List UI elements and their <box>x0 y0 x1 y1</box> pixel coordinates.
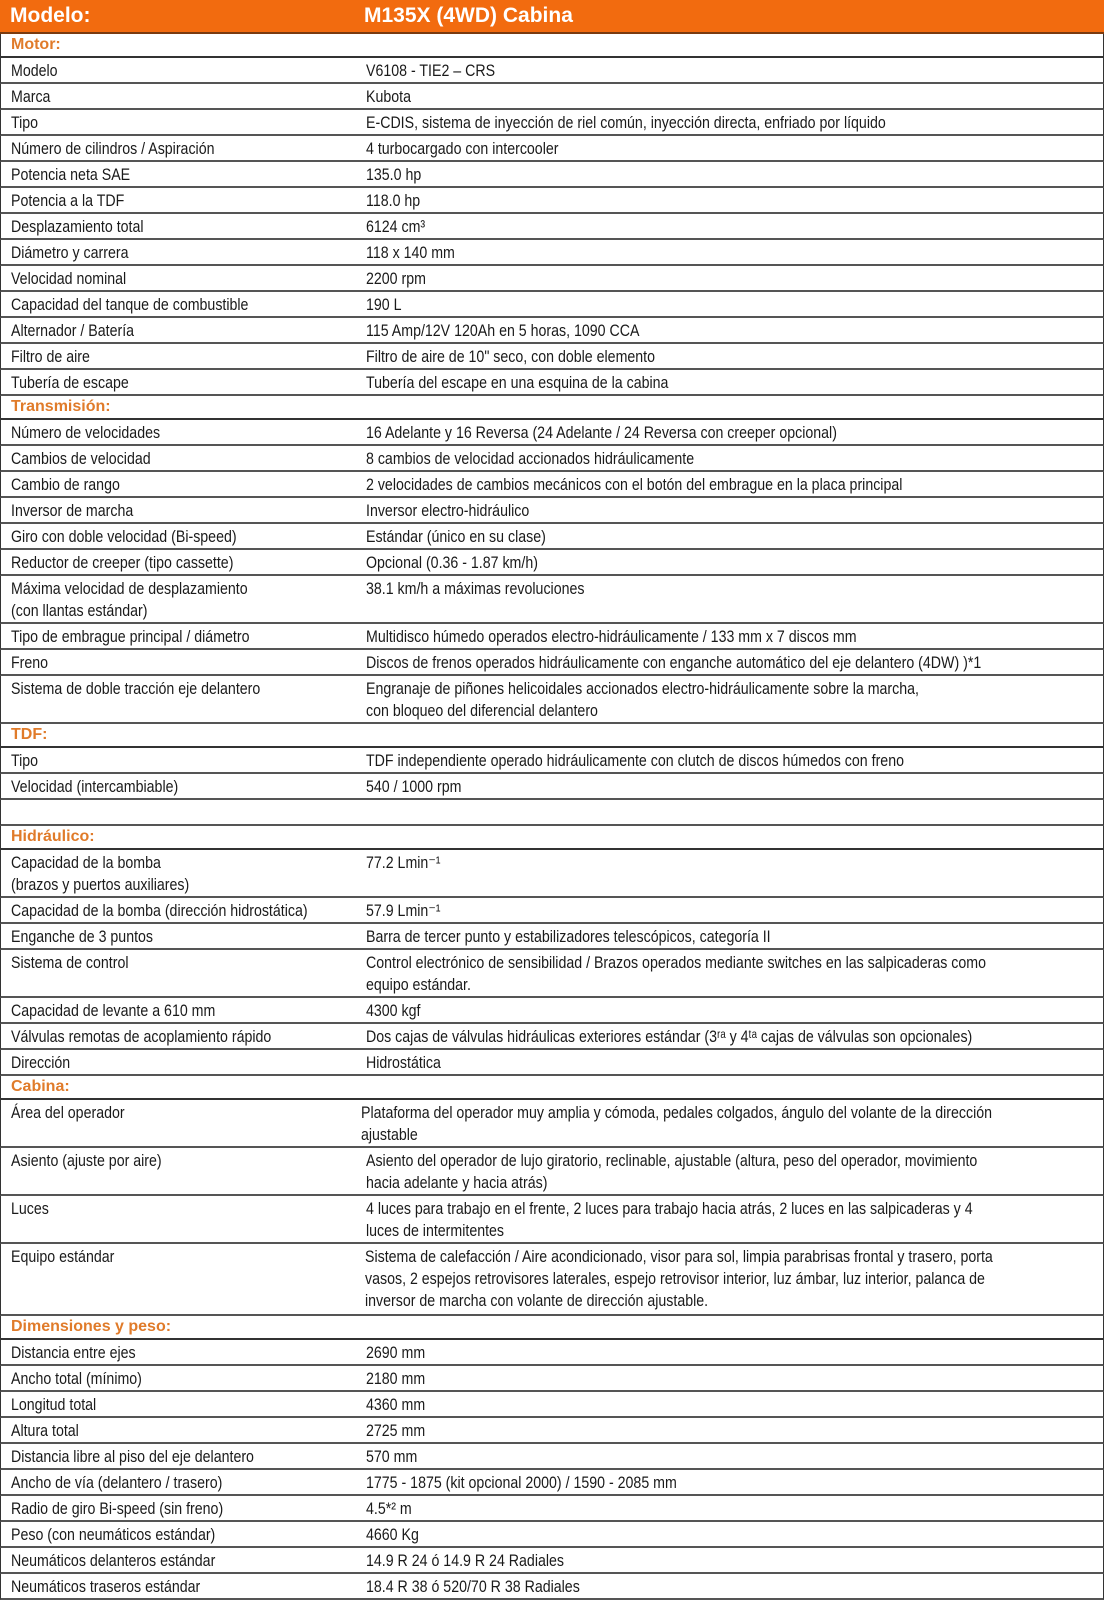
spec-value-text: Opcional (0.36 - 1.87 km/h) <box>366 554 538 572</box>
spec-value-text: Sistema de calefacción / Aire acondicionado, visor para sol, limpia parabrisas frontal y trasero, porta <box>364 1248 993 1266</box>
spec-label-text: Neumáticos delanteros estándar <box>11 1552 216 1570</box>
spec-value-text: 8 cambios de velocidad accionados hidráulicamente <box>366 450 695 468</box>
spec-value-text: TDF independiente operado hidráulicamente con clutch de discos húmedos con freno <box>366 752 904 770</box>
spec-label <box>1 624 356 648</box>
spec-value-text: 190 L <box>366 296 402 314</box>
spec-value <box>356 924 1103 948</box>
spec-label-text: (brazos y puertos auxiliares) <box>11 876 190 894</box>
spec-label <box>1 136 356 160</box>
spec-value <box>356 1418 1103 1442</box>
spec-value-text: con bloqueo del diferencial delantero <box>366 702 598 720</box>
spec-row <box>0 1392 1104 1418</box>
spec-label <box>1 214 356 238</box>
spec-row <box>0 240 1104 266</box>
spec-value <box>356 1366 1103 1390</box>
spec-label-text: Potencia a la TDF <box>11 192 125 210</box>
spec-row <box>0 624 1104 650</box>
spec-value-text: 2725 mm <box>366 1422 426 1440</box>
spec-value-text: 4 luces para trabajo en el frente, 2 luces para trabajo hacia atrás, 2 luces en las salpicaderas y 4 <box>366 1200 973 1218</box>
spec-value-text: ajustable <box>361 1126 419 1144</box>
spec-label <box>1 1050 356 1074</box>
spec-row <box>0 162 1104 188</box>
spec-value-text: 14.9 R 24 ó 14.9 R 24 Radiales <box>366 1552 565 1570</box>
spec-value-text: inversor de marcha con volante de dirección ajustable. <box>364 1292 709 1310</box>
spec-value <box>356 214 1103 238</box>
spec-label <box>1 998 356 1022</box>
spec-label-text: Ancho de vía (delantero / trasero) <box>11 1474 223 1492</box>
spec-label-text: Alternador / Batería <box>11 322 135 340</box>
spec-row <box>0 370 1104 396</box>
spec-value <box>356 1148 1103 1194</box>
spec-label-text: Tipo <box>11 752 39 770</box>
spec-label <box>1 110 356 134</box>
spec-label <box>1 1470 356 1494</box>
spec-label <box>1 676 356 722</box>
spec-value-text: Inversor electro-hidráulico <box>366 502 530 520</box>
spec-label <box>1 748 356 772</box>
spec-value-text: 570 mm <box>366 1448 418 1466</box>
spec-label-text: Área del operador <box>11 1104 125 1122</box>
spec-label <box>1 370 356 394</box>
section-transmision: Transmisión: <box>0 396 1104 420</box>
spec-label-text: Máxima velocidad de desplazamiento <box>11 580 248 598</box>
spec-label-text: Modelo <box>11 62 58 80</box>
spec-value <box>356 524 1103 548</box>
spec-row <box>0 748 1104 774</box>
model-header <box>0 0 1104 34</box>
spec-value <box>356 266 1103 290</box>
spec-value-text: 57.9 Lmin⁻¹ <box>366 902 441 920</box>
spec-label-text: Potencia neta SAE <box>11 166 131 184</box>
spec-value-text: 4300 kgf <box>366 1002 421 1020</box>
spec-label-text: Sistema de doble tracción eje delantero <box>11 680 261 698</box>
spec-label <box>1 240 356 264</box>
spec-label <box>1 1392 356 1416</box>
spec-value <box>356 420 1103 444</box>
spec-label-text: Diámetro y carrera <box>11 244 129 262</box>
spec-value <box>356 498 1103 522</box>
spec-value-text: Discos de frenos operados hidráulicamente con enganche automático del eje delantero (4DW) )*1 <box>366 654 982 672</box>
spec-value-text: Plataforma del operador muy amplia y cómoda, pedales colgados, ángulo del volante de la dirección <box>361 1104 993 1122</box>
spec-label-text: Velocidad (intercambiable) <box>11 778 179 796</box>
spec-value <box>356 774 1103 798</box>
spec-value <box>356 1340 1103 1364</box>
spec-value-text: 6124 cm³ <box>366 218 426 236</box>
spec-row <box>0 58 1104 84</box>
spec-row <box>0 84 1104 110</box>
spec-value-text: 4660 Kg <box>366 1526 419 1544</box>
spec-value <box>356 446 1103 470</box>
spec-row <box>0 576 1104 624</box>
spec-label <box>1 1444 356 1468</box>
spec-label <box>1 58 356 82</box>
spec-row <box>0 1196 1104 1244</box>
spec-row <box>0 1470 1104 1496</box>
section-dimensiones: Dimensiones y peso: <box>0 1316 1104 1340</box>
spec-label-text: Capacidad de la bomba (dirección hidrostática) <box>11 902 308 920</box>
spec-row <box>0 1548 1104 1574</box>
spec-label-text: Luces <box>11 1200 49 1218</box>
spec-label <box>1 446 356 470</box>
spec-label-text: Equipo estándar <box>11 1248 115 1266</box>
spec-row <box>0 110 1104 136</box>
spec-row <box>0 1418 1104 1444</box>
section-cabina: Cabina: <box>0 1076 1104 1100</box>
spec-label-text: Tipo <box>11 114 39 132</box>
spec-value <box>355 1244 1103 1314</box>
spec-value <box>356 576 1103 622</box>
spec-label <box>1 1418 356 1442</box>
spec-value-text: Control electrónico de sensibilidad / Brazos operados mediante switches en las salpicaderas como <box>366 954 986 972</box>
spec-value-text: 1775 - 1875 (kit opcional 2000) / 1590 - 2085 mm <box>366 1474 677 1492</box>
spec-label-text: Marca <box>11 88 51 106</box>
spec-label <box>1 1574 356 1598</box>
spec-row <box>0 344 1104 370</box>
spec-row <box>0 1244 1104 1316</box>
spec-label <box>1 344 356 368</box>
spec-value <box>351 1100 1103 1146</box>
spec-label <box>1 1244 355 1314</box>
spec-value <box>356 676 1103 722</box>
spec-value <box>356 292 1103 316</box>
spec-label-text: Velocidad nominal <box>11 270 127 288</box>
spec-value-text: Tubería del escape en una esquina de la cabina <box>366 374 669 392</box>
spec-label-text: Número de cilindros / Aspiración <box>11 140 215 158</box>
spec-row <box>0 1522 1104 1548</box>
spec-value <box>356 1392 1103 1416</box>
spec-label <box>1 550 356 574</box>
spec-value <box>356 1024 1103 1048</box>
spec-label <box>1 898 356 922</box>
spec-label-text: Asiento (ajuste por aire) <box>11 1152 162 1170</box>
spec-value <box>356 1574 1103 1598</box>
spec-value-text: Barra de tercer punto y estabilizadores telescópicos, categoría II <box>366 928 771 946</box>
spec-label <box>1 950 356 996</box>
spec-label-text: (con llantas estándar) <box>11 602 148 620</box>
spec-label-text: Cambio de rango <box>11 476 120 494</box>
spec-label-text: Tipo de embrague principal / diámetro <box>11 628 250 646</box>
spec-value <box>356 318 1103 342</box>
spec-row <box>0 446 1104 472</box>
spec-row <box>0 318 1104 344</box>
spec-value-text: 135.0 hp <box>366 166 422 184</box>
spec-row <box>0 1340 1104 1366</box>
spec-label-text: Peso (con neumáticos estándar) <box>11 1526 216 1544</box>
spec-value-text: E-CDIS, sistema de inyección de riel común, inyección directa, enfriado por líquido <box>366 114 886 132</box>
spec-label <box>1 1496 356 1520</box>
spec-label <box>1 498 356 522</box>
spec-label <box>1 524 356 548</box>
section-motor: Motor: <box>0 34 1104 58</box>
spec-value-text: vasos, 2 espejos retrovisores laterales, espejo retrovisor interior, luz ámbar, luz interior, palanca de <box>364 1270 985 1288</box>
spec-row <box>0 292 1104 318</box>
spec-value <box>356 1522 1103 1546</box>
spec-value <box>356 1050 1103 1074</box>
section-hidraulico: Hidráulico: <box>0 826 1104 850</box>
spec-row <box>0 1366 1104 1392</box>
spec-value-text: 2 velocidades de cambios mecánicos con el botón del embrague en la placa principal <box>366 476 903 494</box>
spec-row <box>0 188 1104 214</box>
spec-label <box>1 420 356 444</box>
spec-label <box>1 472 356 496</box>
spec-row <box>0 1024 1104 1050</box>
spec-label-text: Cambios de velocidad <box>11 450 151 468</box>
spec-value <box>356 188 1103 212</box>
spec-value-text: 4360 mm <box>366 1396 426 1414</box>
spec-value <box>356 748 1103 772</box>
spec-label-text: Válvulas remotas de acoplamiento rápido <box>11 1028 272 1046</box>
spec-value <box>356 162 1103 186</box>
spec-value-text: equipo estándar. <box>366 976 471 994</box>
spec-row <box>0 774 1104 800</box>
spec-label-text: Inversor de marcha <box>11 502 134 520</box>
spec-label <box>1 924 356 948</box>
spec-value-text: 118 x 140 mm <box>366 244 455 262</box>
spec-row <box>0 420 1104 446</box>
spec-row <box>0 850 1104 898</box>
spec-label-text: Giro con doble velocidad (Bi-speed) <box>11 528 237 546</box>
spec-value <box>356 58 1103 82</box>
spec-label <box>1 1522 356 1546</box>
spec-label-text: Número de velocidades <box>11 424 161 442</box>
spec-label-text: Tubería de escape <box>11 374 129 392</box>
model-label: Modelo: <box>10 4 91 27</box>
spec-row <box>0 650 1104 676</box>
spec-label-text: Desplazamiento total <box>11 218 144 236</box>
spec-row <box>0 1050 1104 1076</box>
spec-value-text: 38.1 km/h a máximas revoluciones <box>366 580 585 598</box>
spec-row <box>0 1100 1104 1148</box>
spec-value-text: Estándar (único en su clase) <box>366 528 546 546</box>
spec-label <box>1 1340 356 1364</box>
spec-label <box>1 1148 356 1194</box>
spec-label <box>1 774 356 798</box>
spec-row <box>0 1444 1104 1470</box>
spec-row <box>0 1148 1104 1196</box>
spec-label <box>1 1548 356 1572</box>
spec-value-text: Hidrostática <box>366 1054 441 1072</box>
spec-row <box>0 266 1104 292</box>
spec-label-text: Ancho total (mínimo) <box>11 1370 142 1388</box>
spec-value-text: 540 / 1000 rpm <box>366 778 462 796</box>
spec-value <box>356 136 1103 160</box>
spec-value <box>356 898 1103 922</box>
spec-value-text: luces de intermitentes <box>366 1222 505 1240</box>
spec-row <box>0 524 1104 550</box>
spec-row <box>0 550 1104 576</box>
spec-value-text: hacia adelante y hacia atrás) <box>366 1174 548 1192</box>
spec-value-text: 115 Amp/12V 120Ah en 5 horas, 1090 CCA <box>366 322 640 340</box>
spec-row <box>0 998 1104 1024</box>
spec-label <box>1 576 356 622</box>
spec-label <box>1 84 356 108</box>
spec-value-text: 4.5*² m <box>366 1500 412 1518</box>
spec-value-text: Multidisco húmedo operados electro-hidráulicamente / 133 mm x 7 discos mm <box>366 628 857 646</box>
spec-value <box>356 110 1103 134</box>
spec-row <box>0 950 1104 998</box>
section-tdf: TDF: <box>0 724 1104 748</box>
spec-label-text: Enganche de 3 puntos <box>11 928 154 946</box>
spec-value <box>356 850 1103 896</box>
spec-label <box>1 266 356 290</box>
spec-label <box>1 1196 356 1242</box>
spec-value <box>356 624 1103 648</box>
spec-value-text: V6108 - TIE2 – CRS <box>366 62 496 80</box>
spec-value <box>356 1548 1103 1572</box>
spec-value <box>356 650 1103 674</box>
spec-value-text: 18.4 R 38 ó 520/70 R 38 Radiales <box>366 1578 580 1596</box>
spec-value <box>356 1496 1103 1520</box>
spec-value-text: Dos cajas de válvulas hidráulicas exteriores estándar (3ʳᵃ y 4ᵗᵃ cajas de válvulas son opcionales) <box>366 1028 973 1046</box>
spec-label-text: Capacidad de la bomba <box>11 854 161 872</box>
spec-value-text: 2180 mm <box>366 1370 426 1388</box>
spec-label-text: Longitud total <box>11 1396 97 1414</box>
spec-value-text: Filtro de aire de 10" seco, con doble elemento <box>366 348 656 366</box>
spec-value-text: 118.0 hp <box>366 192 421 210</box>
spec-value <box>356 1444 1103 1468</box>
spec-row <box>0 472 1104 498</box>
spec-label-text: Dirección <box>11 1054 71 1072</box>
spec-label-text: Filtro de aire <box>11 348 90 366</box>
spec-value-text: 2690 mm <box>366 1344 426 1362</box>
spec-value-text: 16 Adelante y 16 Reversa (24 Adelante / 24 Reversa con creeper opcional) <box>366 424 837 442</box>
spec-row <box>0 898 1104 924</box>
spec-value <box>356 84 1103 108</box>
spec-label-text: Altura total <box>11 1422 79 1440</box>
spec-value <box>356 1196 1103 1242</box>
spec-row <box>0 676 1104 724</box>
spec-label-text: Freno <box>11 654 49 672</box>
spec-label-text: Distancia entre ejes <box>11 1344 136 1362</box>
spec-value <box>356 240 1103 264</box>
spec-row <box>0 136 1104 162</box>
spec-value <box>356 550 1103 574</box>
spec-label <box>1 292 356 316</box>
spec-label <box>1 1100 351 1146</box>
spec-label <box>1 1024 356 1048</box>
spec-value-text: Kubota <box>366 88 411 106</box>
spec-value-text: 2200 rpm <box>366 270 426 288</box>
spec-label <box>1 162 356 186</box>
spec-label <box>1 650 356 674</box>
spec-row <box>0 498 1104 524</box>
spec-value-text: 4 turbocargado con intercooler <box>366 140 559 158</box>
spec-value <box>356 950 1103 996</box>
spec-label-text: Radio de giro Bi-speed (sin freno) <box>11 1500 224 1518</box>
spec-value <box>356 1470 1103 1494</box>
spec-row <box>0 1574 1104 1600</box>
spec-value <box>356 472 1103 496</box>
spec-value-text: 77.2 Lmin⁻¹ <box>366 854 441 872</box>
spec-value <box>356 370 1103 394</box>
spec-label-text: Neumáticos traseros estándar <box>11 1578 201 1596</box>
spec-label-text: Capacidad del tanque de combustible <box>11 296 249 314</box>
spec-label-text: Capacidad de levante a 610 mm <box>11 1002 216 1020</box>
spec-label-text: Distancia libre al piso del eje delantero <box>11 1448 254 1466</box>
empty-row <box>0 800 1104 826</box>
spec-label <box>1 318 356 342</box>
spec-value-text: Asiento del operador de lujo giratorio, reclinable, ajustable (altura, peso del operador, movimiento <box>366 1152 978 1170</box>
spec-row <box>0 924 1104 950</box>
spec-label-text: Reductor de creeper (tipo cassette) <box>11 554 234 572</box>
spec-value <box>356 344 1103 368</box>
spec-value-text: Engranaje de piñones helicoidales accionados electro-hidráulicamente sobre la marcha, <box>366 680 919 698</box>
spec-label-text: Sistema de control <box>11 954 129 972</box>
spec-label <box>1 1366 356 1390</box>
spec-row <box>0 214 1104 240</box>
spec-value <box>356 998 1103 1022</box>
spec-row <box>0 1496 1104 1522</box>
model-name: M135X (4WD) Cabina <box>364 4 573 27</box>
spec-label <box>1 188 356 212</box>
spec-label <box>1 850 356 896</box>
